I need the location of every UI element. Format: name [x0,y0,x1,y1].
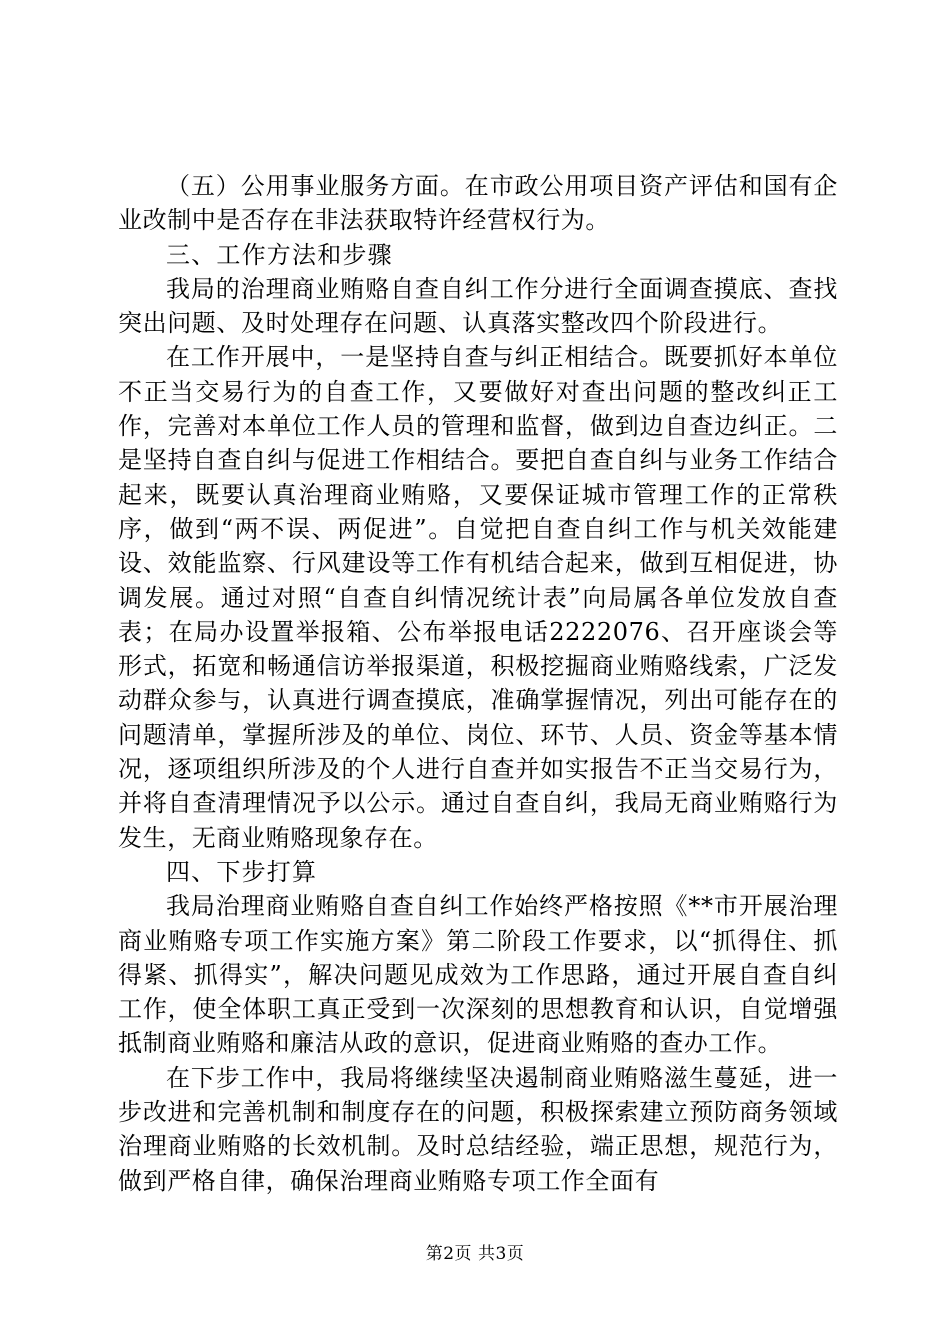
paragraph-four-stages: 我局的治理商业贿赂自查自纠工作分进行全面调查摸底、查找突出问题、及时处理存在问题、认真落实整改四个阶段进行。 [118,274,838,338]
paragraph-work-requirements: 我局治理商业贿赂自查自纠工作始终严格按照《**市开展治理商业贿赂专项工作实施方案》第二阶段工作要求，以“抓得住、抓得紧、抓得实”，解决问题见成效为工作思路，通过开展自查自纠工作，使全体职工真正受到一次深刻的思想教育和认识，自觉增强抵制商业贿赂和廉洁从政的意识，促进商业贿赂的查办工作。 [118,892,838,1058]
document-body [118,169,838,1198]
page-number-footer: 第2页 共3页 [425,1244,525,1264]
paragraph-future-work: 在下步工作中，我局将继续坚决遏制商业贿赂滋生蔓延，进一步改进和完善机制和制度存在的问题，积极探索建立预防商务领域治理商业贿赂的长效机制。及时总结经验，端正思想，规范行为，做到严格自律，确保治理商业贿赂专项工作全面有 [118,1063,838,1195]
paragraph-work-process: 在工作开展中，一是坚持自查与纠正相结合。既要抓好本单位不正当交易行为的自查工作，又要做好对查出问题的整改纠正工作，完善对本单位工作人员的管理和监督，做到边自查边纠正。二是坚持自查自纠与促进工作相结合。要把自查自纠与业务工作结合起来，既要认真治理商业贿赂，又要保证城市管理工作的正常秩序，做到“两不误、两促进”。自觉把自查自纠工作与机关效能建设、效能监察、行风建设等工作有机结合起来，做到互相促进，协调发展。通过对照“自查自纠情况统计表”向局属各单位发放自查表；在局办设置举报箱、公布举报电话2222076、召开座谈会等形式，拓宽和畅通信访举报渠道，积极挖掘商业贿赂线索，广泛发动群众参与，认真进行调查摸底，准确掌握情况，列出可能存在的问题清单，掌握所涉及的单位、岗位、环节、人员、资金等基本情况，逐项组织所涉及的个人进行自查并如实报告不正当交易行为，并将自查清理情况予以公示。通过自查自纠，我局无商业贿赂行为发生，无商业贿赂现象存在。 [118,343,838,852]
section-heading-methods-steps: 三、工作方法和步骤 [166,240,393,269]
section-heading-next-steps: 四、下步打算 [166,857,318,886]
paragraph-public-utilities: （五）公用事业服务方面。在市政公用项目资产评估和国有企业改制中是否存在非法获取特许经营权行为。 [118,172,838,235]
